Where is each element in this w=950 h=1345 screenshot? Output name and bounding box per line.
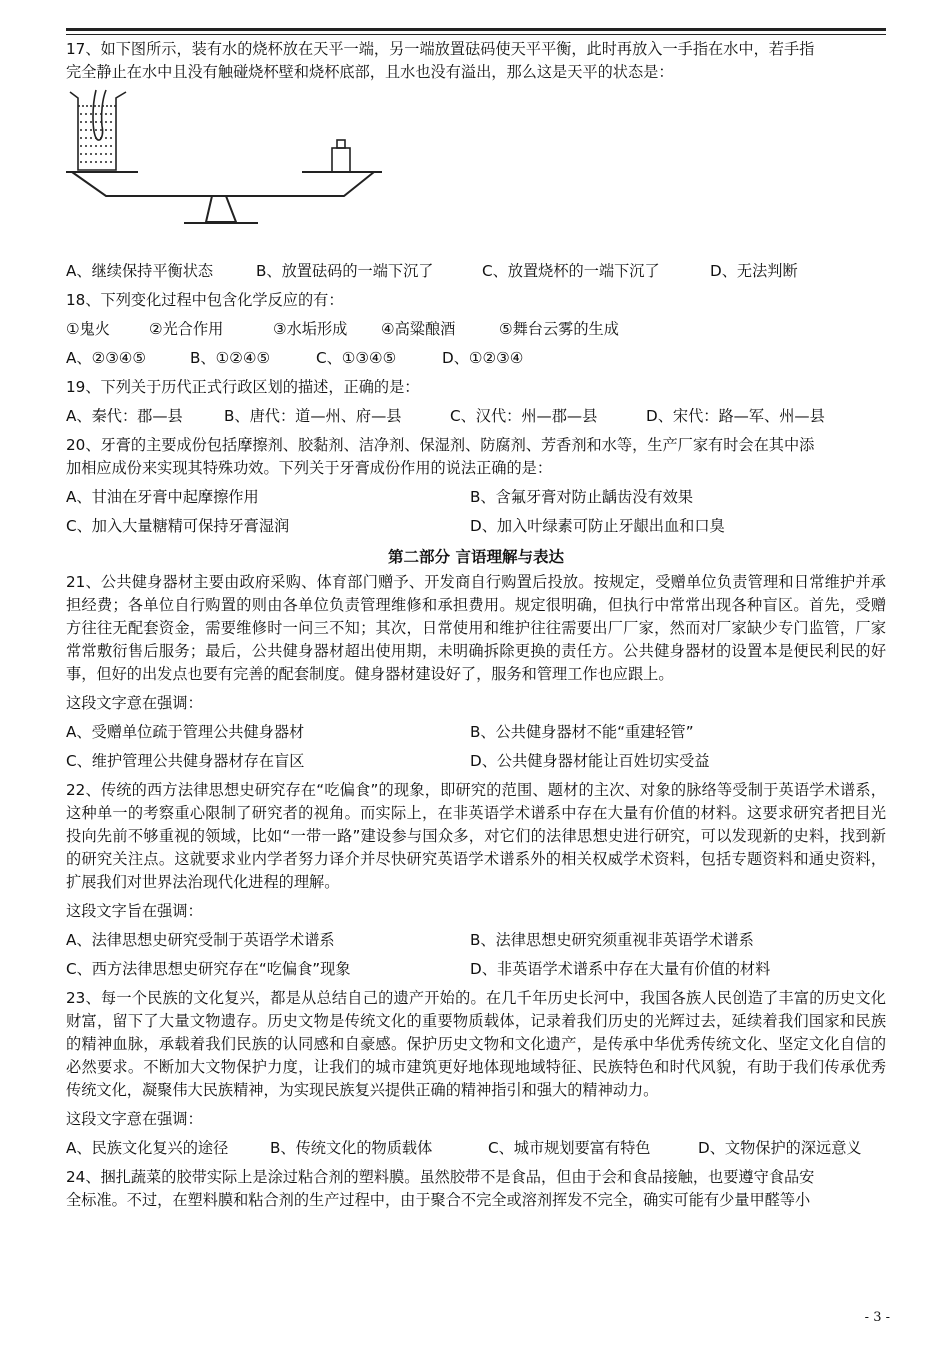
q18-stem: 18、下列变化过程中包含化学反应的有： xyxy=(66,291,344,309)
q23-option-b[interactable]: B、传统文化的物质载体 xyxy=(270,1139,433,1157)
q21-stem: 21、公共健身器材主要由政府采购、体育部门赠予、开发商自行购置后投放。按规定，受赠单位负责管理和日常维护并承担经费；各单位自行购置的则由各单位负责管理维修和承担费用。规定很明确，但执行中常常出现各种盲区。首先，受赠方往往无配套资金，需要维修时一问三不知；其次，日常使用和维护往往需要出厂厂家，然而对厂家缺少专门监管，厂家常常敷衍售后服务；最后，公共健身器材超出使用期，未明确拆除更换的责任方。公共健身器材的设置本是便民利民的好事，但好的出发点也要有完善的配套制度。健身器材建设好了，服务和管理工作也应跟上。 xyxy=(66,573,886,683)
q22-option-a[interactable]: A、法律思想史研究受制于英语学术谱系 xyxy=(66,931,335,949)
q22-option-b[interactable]: B、法律思想史研究须重视非英语学术谱系 xyxy=(470,931,754,949)
q18-item-3: ③水垢形成 xyxy=(273,320,348,338)
q20-stem-line1: 20、牙膏的主要成份包括摩擦剂、胶黏剂、洁净剂、保湿剂、防腐剂、芳香剂和水等，生产厂家有时会在其中添 xyxy=(66,436,815,454)
q20-stem-line2: 加相应成份来实现其特殊功效。下列关于牙膏成份作用的说法正确的是： xyxy=(66,459,552,477)
q23-stem: 23、每一个民族的文化复兴，都是从总结自己的遗产开始的。在几千年历史长河中，我国各族人民创造了丰富的历史文化财富，留下了大量文物遗存。历史文物是传统文化的重要物质载体，记录着我们历史的光辉过去，延续着我们国家和民族的精神血脉，承载着我们民族的认同感和自豪感。保护历史文物和文化遗产，是传承中华优秀传统文化、坚定文化自信的必然要求。不断加大文物保护力度，让我们的城市建筑更好地体现地域特征、民族特色和时代风貌，有助于我们传承优秀传统文化，凝聚伟大民族精神，为实现民族复兴提供正确的精神指引和强大的精神动力。 xyxy=(66,989,886,1099)
q23-option-a[interactable]: A、民族文化复兴的途径 xyxy=(66,1139,229,1157)
q17-option-d[interactable]: D、无法判断 xyxy=(710,262,798,280)
q24-stem-line1: 24、捆扎蔬菜的胶带实际上是涂过粘合剂的塑料膜。虽然胶带不是食品，但由于会和食品接触，也要遵守食品安 xyxy=(66,1168,815,1186)
q22-options-row1 xyxy=(66,929,886,952)
q18-item-1: ①鬼火 xyxy=(66,320,110,338)
q19-stem: 19、下列关于历代正式行政区划的描述，正确的是： xyxy=(66,378,420,396)
q17-option-a[interactable]: A、继续保持平衡状态 xyxy=(66,262,214,280)
q17-option-b[interactable]: B、放置砝码的一端下沉了 xyxy=(256,262,434,280)
balance-beam xyxy=(66,172,382,223)
q20-options-row1 xyxy=(66,486,886,509)
q21-option-a[interactable]: A、受赠单位疏于管理公共健身器材 xyxy=(66,723,305,741)
q20-option-a[interactable]: A、甘油在牙膏中起摩擦作用 xyxy=(66,488,259,506)
q21-option-c[interactable]: C、维护管理公共健身器材存在盲区 xyxy=(66,752,305,770)
balance-scale-figure xyxy=(66,86,386,254)
beaker xyxy=(70,90,126,170)
q24-stem-line2: 全标准。不过，在塑料膜和粘合剂的生产过程中，由于聚合不完全或溶剂挥发不完全，确实可能有少量甲醛等小 xyxy=(66,1191,811,1209)
exam-page xyxy=(66,38,886,1212)
q18-items xyxy=(66,318,886,341)
q23-option-d[interactable]: D、文物保护的深远意义 xyxy=(698,1139,862,1157)
q22-prompt: 这段文字旨在强调： xyxy=(66,902,203,920)
q18-option-d[interactable]: D、①②③④ xyxy=(442,349,524,367)
q18-option-c[interactable]: C、①③④⑤ xyxy=(316,349,397,367)
q18-item-2: ②光合作用 xyxy=(149,320,224,338)
q17-stem-line1: 17、如下图所示，装有水的烧杯放在天平一端，另一端放置砝码使天平平衡，此时再放入一手指在水中，若手指 xyxy=(66,40,815,58)
q17-stem-line2: 完全静止在水中且没有触碰烧杯壁和烧杯底部，且水也没有溢出，那么这是天平的状态是： xyxy=(66,63,674,81)
q21-option-d[interactable]: D、公共健身器材能让百姓切实受益 xyxy=(470,752,710,770)
q21-options-row2 xyxy=(66,750,886,773)
page-number: - 3 - xyxy=(864,1310,890,1325)
header-rule-thin xyxy=(66,34,886,35)
q21-prompt: 这段文字意在强调： xyxy=(66,694,203,712)
q19-option-a[interactable]: A、秦代：郡—县 xyxy=(66,407,183,425)
q23-option-c[interactable]: C、城市规划要富有特色 xyxy=(488,1139,651,1157)
q22-option-d[interactable]: D、非英语学术谱系中存在大量有价值的材料 xyxy=(470,960,771,978)
section-title: 第二部分 言语理解与表达 xyxy=(388,548,564,566)
q19-option-b[interactable]: B、唐代：道—州、府—县 xyxy=(224,407,402,425)
q22-options-row2 xyxy=(66,958,886,981)
q20-options-row2 xyxy=(66,515,886,538)
q18-item-5: ⑤舞台云雾的生成 xyxy=(499,320,619,338)
q21-options-row1 xyxy=(66,721,886,744)
q17-option-c[interactable]: C、放置烧杯的一端下沉了 xyxy=(482,262,660,280)
q18-option-a[interactable]: A、②③④⑤ xyxy=(66,349,147,367)
balance-scale-diagram xyxy=(66,86,386,254)
header-rule-thick xyxy=(66,28,886,31)
q19-options xyxy=(66,405,886,428)
q20-option-c[interactable]: C、加入大量糖精可保持牙膏湿润 xyxy=(66,517,290,535)
q19-option-c[interactable]: C、汉代：州—郡—县 xyxy=(450,407,598,425)
q18-options xyxy=(66,347,886,370)
q20-option-d[interactable]: D、加入叶绿素可防止牙龈出血和口臭 xyxy=(470,517,725,535)
q20-option-b[interactable]: B、含氟牙膏对防止龋齿没有效果 xyxy=(470,488,694,506)
q18-option-b[interactable]: B、①②④⑤ xyxy=(190,349,271,367)
q23-options xyxy=(66,1137,886,1160)
q22-stem: 22、传统的西方法律思想史研究存在“吃偏食”的现象，即研究的范围、题材的主次、对象的脉络等受制于英语学术谱系，这种单一的考察重心限制了研究者的视角。而实际上，在非英语学术谱系中存在大量有价值的材料。这要求研究者把目光投向先前不够重视的领域，比如“一带一路”建设参与国众多，对它们的法律思想史进行研究，可以发现新的史料，找到新的研究关注点。这就要求业内学者努力译介并尽快研究英语学术谱系外的相关权威学术资料，包括专题资料和通史资料，扩展我们对世界法治现代化进程的理解。 xyxy=(66,781,886,891)
q23-prompt: 这段文字意在强调： xyxy=(66,1110,203,1128)
q17-options xyxy=(66,260,886,283)
q19-option-d[interactable]: D、宋代：路—军、州—县 xyxy=(646,407,825,425)
q21-option-b[interactable]: B、公共健身器材不能“重建轻管” xyxy=(470,723,694,741)
weight xyxy=(332,140,350,172)
q22-option-c[interactable]: C、西方法律思想史研究存在“吃偏食”现象 xyxy=(66,960,351,978)
q18-item-4: ④高粱酿酒 xyxy=(381,320,456,338)
